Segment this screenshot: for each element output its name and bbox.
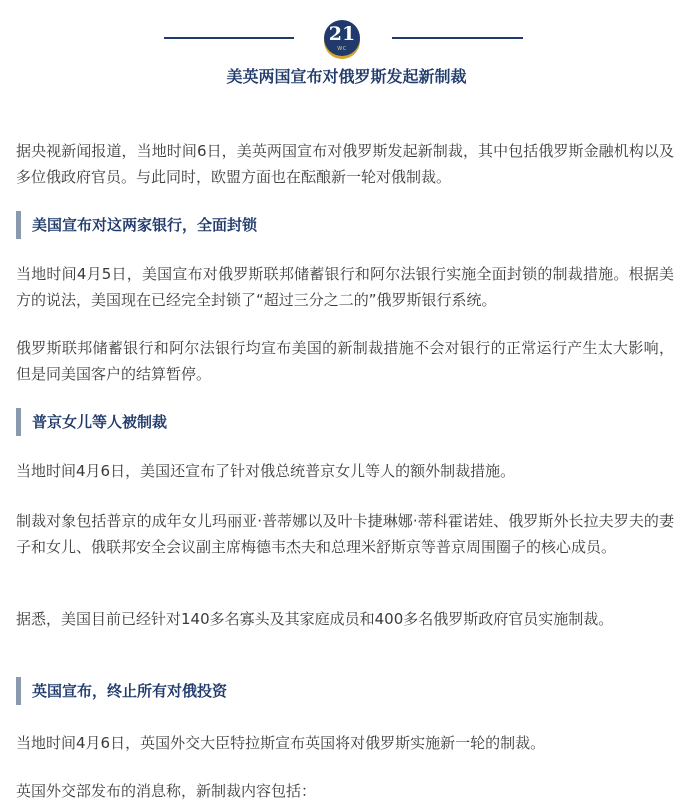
putin-daughters-paragraph-1: 当地时间4月6日，美国还宣布了针对俄总统普京女儿等人的额外制裁措施。: [16, 462, 516, 480]
us-banks-paragraph-2: 俄罗斯联邦储蓄银行和阿尔法银行均宣布美国的新制裁措施不会对银行的正常运行产生太大影响，但是同美国客户的结算暂停。: [16, 339, 674, 383]
issue-badge-sub: WC: [337, 46, 347, 52]
intro-paragraph: 据央视新闻报道，当地时间6日，美英两国宣布对俄罗斯发起新制裁，其中包括俄罗斯金融机构以及多位俄政府官员。与此同时，欧盟方面也在酝酿新一轮对俄制裁。: [16, 142, 674, 186]
article-title: 美英两国宣布对俄罗斯发起新制裁: [226, 67, 467, 86]
issue-number: 21: [328, 23, 356, 45]
uk-investment-paragraph-2: 英国外交部发布的消息称，新制裁内容包括：: [16, 782, 317, 800]
section-heading-uk-investment: 英国宣布，终止所有对俄投资: [16, 677, 674, 705]
us-banks-paragraph-1: 当地时间4月5日，美国宣布对俄罗斯联邦储蓄银行和阿尔法银行实施全面封锁的制裁措施。根据美方的说法，美国现在已经完全封锁了“超过三分之二的”俄罗斯银行系统。: [16, 265, 674, 309]
article-header: [0, 18, 693, 62]
putin-daughters-paragraph-2: 制裁对象包括普京的成年女儿玛丽亚·普蒂娜以及叶卡捷琳娜·蒂科霍诺娃、俄罗斯外长拉夫罗夫的妻子和女儿、俄联邦安全会议副主席梅德韦杰夫和总理米舒斯京等普京周围圈子的核心成员。: [16, 512, 674, 556]
section-heading-putin-daughters: 普京女儿等人被制裁: [16, 408, 674, 436]
header-divider-right: [392, 37, 523, 39]
uk-investment-paragraph-1: 当地时间4月6日，英国外交大臣特拉斯宣布英国将对俄罗斯实施新一轮的制裁。: [16, 734, 546, 752]
putin-daughters-paragraph-3: 据悉，美国目前已经针对140多名寡头及其家庭成员和400多名俄罗斯政府官员实施制裁。: [16, 610, 614, 628]
issue-number-badge: [324, 20, 360, 56]
section-heading-us-banks: 美国宣布对这两家银行，全面封锁: [16, 211, 674, 239]
header-divider-left: [164, 37, 294, 39]
